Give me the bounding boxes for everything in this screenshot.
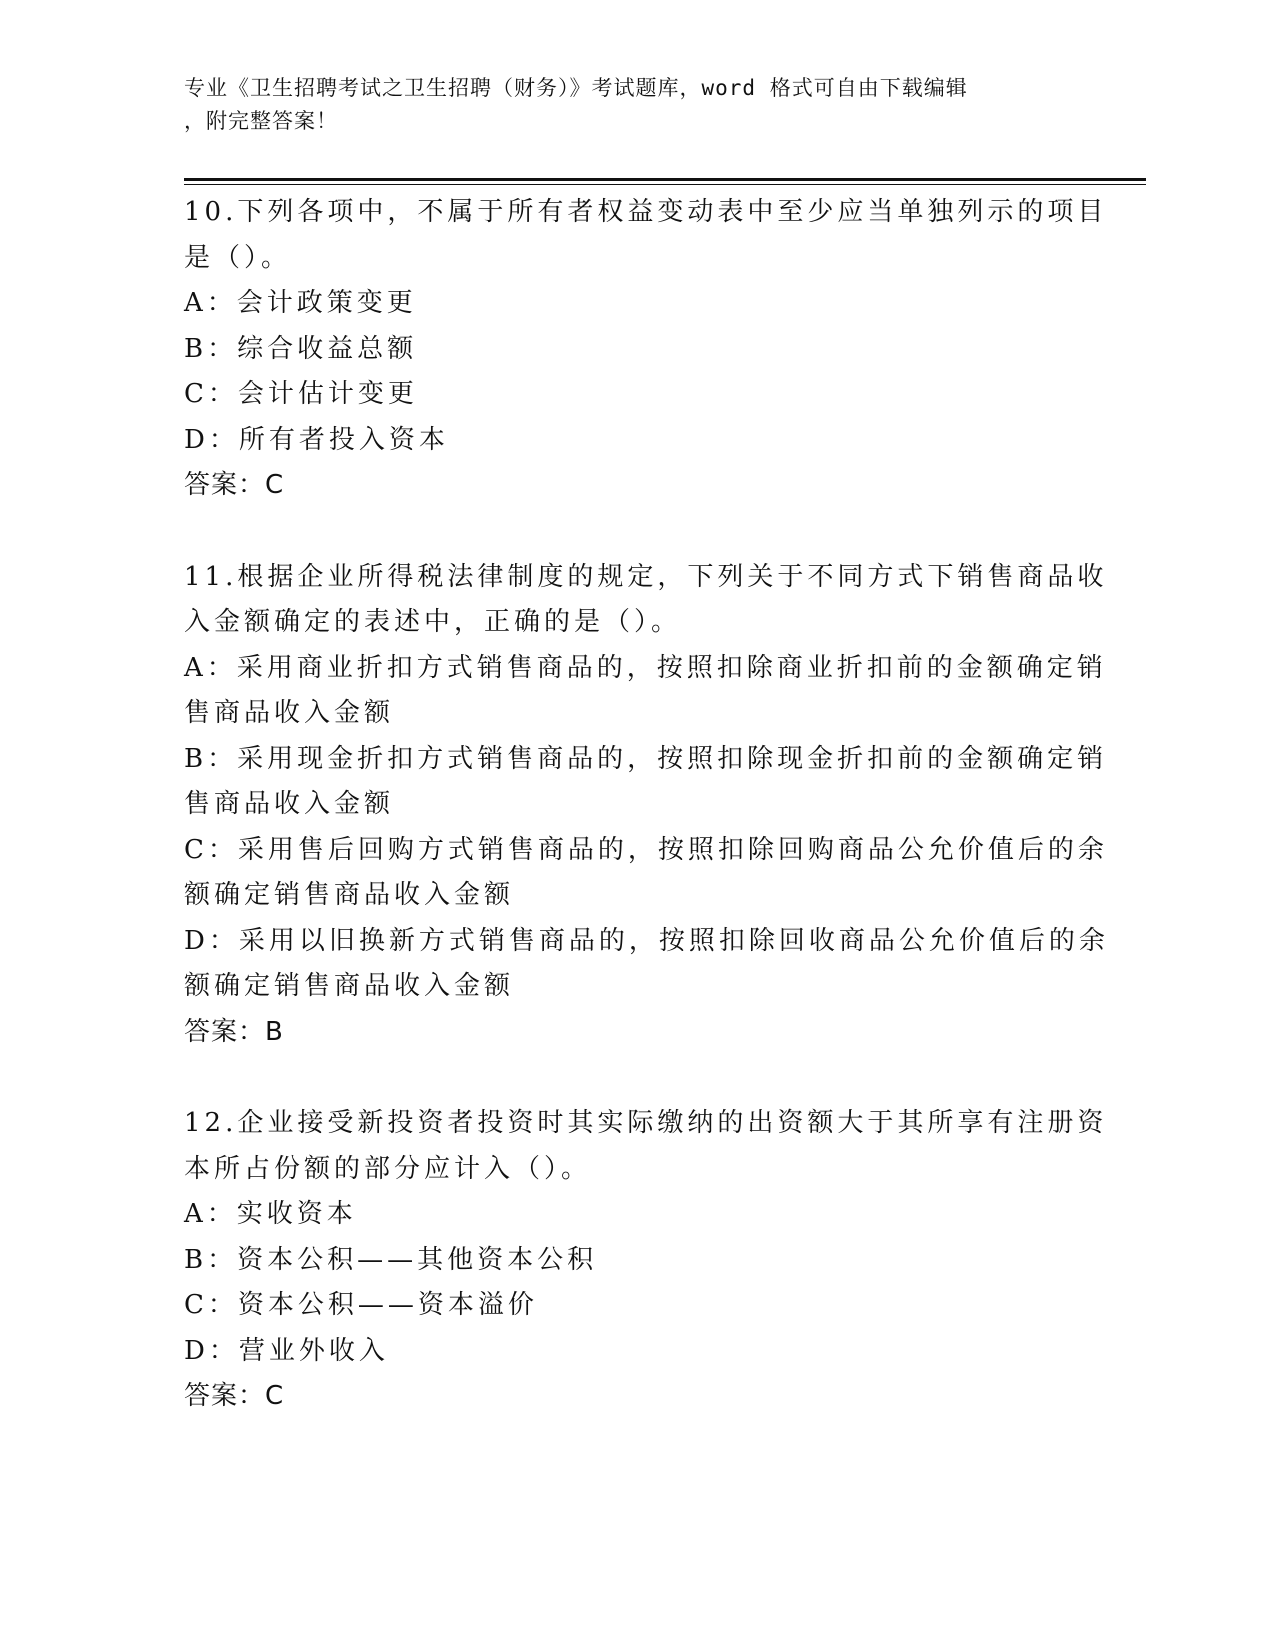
question-list (184, 190, 1109, 1420)
header-divider-thin (184, 184, 1146, 185)
option-a-continued: 售商品收入金额 (184, 698, 395, 728)
option-d: D：营业外收入 (184, 1335, 389, 1366)
question-block (184, 1101, 1108, 1420)
question-stem-line: 11.根据企业所得税法律制度的规定，下列关于不同方式下销售商品收 (184, 561, 1108, 592)
question-spacer (184, 1055, 1074, 1101)
header-line: ，附完整答案！ (184, 109, 338, 133)
question-stem-line: 12.企业接受新投资者投资时其实际缴纳的出资额大于其所享有注册资 (184, 1108, 1108, 1138)
question-block (184, 190, 1108, 509)
answer-line: 答案：C (184, 1381, 285, 1411)
header-line: 专业《卫生招聘考试之卫生招聘（财务）》考试题库，word 格式可自由下载编辑 (184, 76, 968, 100)
option-c-continued: 额确定销售商品收入金额 (184, 880, 515, 910)
question-stem-line: 本所占份额的部分应计入（）。 (184, 1153, 592, 1184)
question-stem-line: 是（）。 (184, 242, 292, 273)
question-block (184, 555, 1109, 1056)
option-c: C：采用售后回购方式销售商品的，按照扣除回购商品公允价值后的余 (184, 834, 1108, 865)
option-b: B：资本公积——其他资本公积 (184, 1244, 598, 1275)
question-spacer (184, 509, 1074, 555)
header-divider-thick (184, 178, 1146, 181)
option-b: B：综合收益总额 (184, 333, 418, 364)
question-stem-line: 10.下列各项中，不属于所有者权益变动表中至少应当单独列示的项目 (184, 197, 1108, 227)
option-c: C：资本公积——资本溢价 (184, 1290, 538, 1320)
option-c: C：会计估计变更 (184, 379, 418, 409)
option-d-continued: 额确定销售商品收入金额 (184, 971, 515, 1001)
option-d: D：采用以旧换新方式销售商品的，按照扣除回收商品公允价值后的余 (184, 925, 1109, 956)
answer-line: 答案：B (184, 1016, 284, 1047)
document-header (184, 72, 1064, 138)
option-b-continued: 售商品收入金额 (184, 789, 395, 819)
option-b: B：采用现金折扣方式销售商品的，按照扣除现金折扣前的金额确定销 (184, 743, 1108, 774)
option-d: D：所有者投入资本 (184, 424, 449, 455)
answer-line: 答案：C (184, 470, 285, 500)
option-a: A：会计政策变更 (184, 288, 417, 318)
option-a: A：实收资本 (184, 1199, 357, 1229)
option-a: A：采用商业折扣方式销售商品的，按照扣除商业折扣前的金额确定销 (184, 652, 1107, 683)
question-stem-line: 入金额确定的表述中，正确的是（）。 (184, 607, 682, 637)
